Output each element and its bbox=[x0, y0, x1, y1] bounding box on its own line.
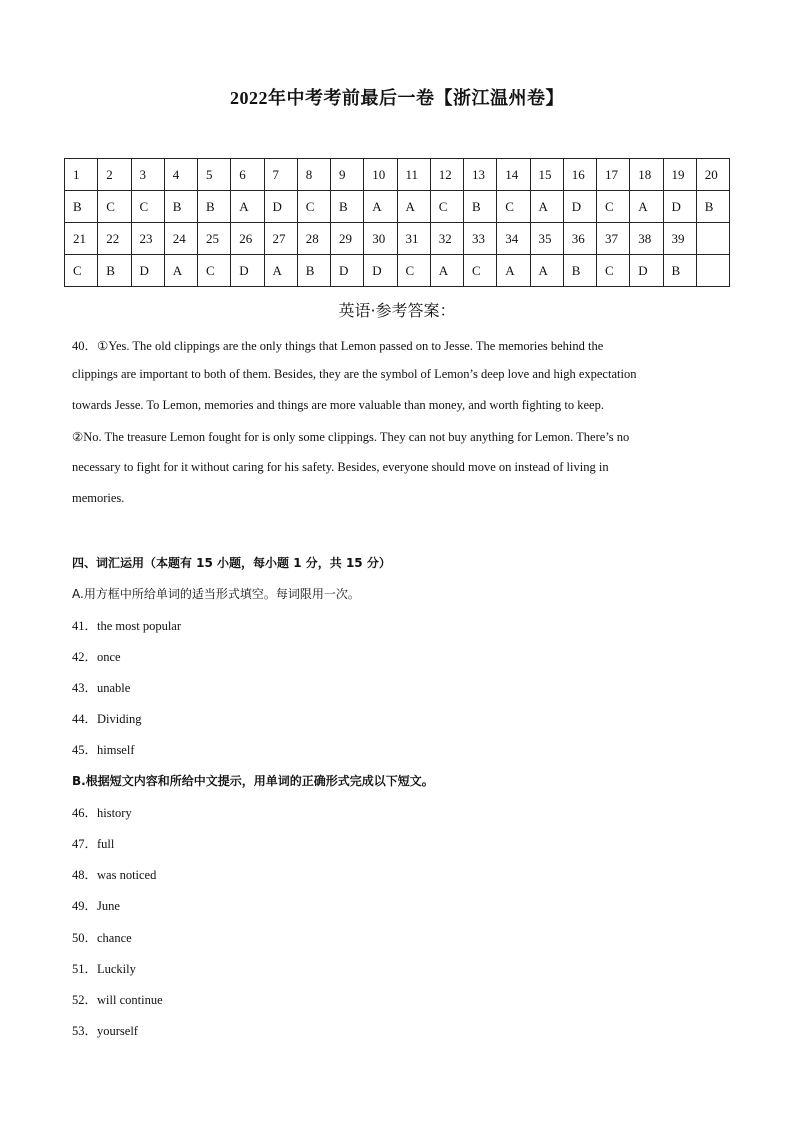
table-cell: B bbox=[663, 255, 696, 287]
table-cell: 3 bbox=[131, 159, 164, 191]
q40-line-6: memories. bbox=[72, 491, 125, 505]
table-cell: D bbox=[630, 255, 663, 287]
list-item: 46．history bbox=[72, 806, 132, 820]
list-item: 49．June bbox=[72, 899, 120, 913]
section-4-heading: 四、词汇运用（本题有 15 小题，每小题 1 分，共 15 分） bbox=[72, 556, 391, 570]
table-cell: 37 bbox=[597, 223, 630, 255]
list-item: 42．once bbox=[72, 650, 121, 664]
answer-table bbox=[64, 158, 730, 287]
table-cell: 21 bbox=[65, 223, 98, 255]
answer-heading: 英语·参考答案： bbox=[338, 301, 456, 320]
table-cell: 23 bbox=[131, 223, 164, 255]
list-item: 44．Dividing bbox=[72, 712, 142, 726]
table-cell: 27 bbox=[264, 223, 297, 255]
part-a-instruction: A.用方框中所给单词的适当形式填空。每词限用一次。 bbox=[72, 587, 360, 601]
table-cell: A bbox=[530, 255, 563, 287]
table-cell: A bbox=[630, 191, 663, 223]
list-item: 50．chance bbox=[72, 931, 132, 945]
table-cell: C bbox=[198, 255, 231, 287]
table-cell: A bbox=[530, 191, 563, 223]
table-cell: D bbox=[563, 191, 596, 223]
list-item: 47．full bbox=[72, 837, 115, 851]
table-cell: 18 bbox=[630, 159, 663, 191]
table-cell: 4 bbox=[164, 159, 197, 191]
table-cell: C bbox=[430, 191, 463, 223]
table-cell: C bbox=[98, 191, 131, 223]
table-cell: B bbox=[563, 255, 596, 287]
table-cell: 32 bbox=[430, 223, 463, 255]
list-item: 48．was noticed bbox=[72, 868, 157, 882]
table-cell: 14 bbox=[497, 159, 530, 191]
table-cell: 20 bbox=[696, 159, 729, 191]
table-cell: C bbox=[65, 255, 98, 287]
table-cell: 33 bbox=[464, 223, 497, 255]
table-cell: 16 bbox=[563, 159, 596, 191]
table-cell: 9 bbox=[331, 159, 364, 191]
table-cell: B bbox=[198, 191, 231, 223]
table-cell: D bbox=[663, 191, 696, 223]
list-item: 51．Luckily bbox=[72, 962, 136, 976]
list-item: 41．the most popular bbox=[72, 619, 182, 633]
table-cell: 30 bbox=[364, 223, 397, 255]
table-cell: A bbox=[430, 255, 463, 287]
table-cell: 35 bbox=[530, 223, 563, 255]
table-cell: B bbox=[98, 255, 131, 287]
q40-line-2: clippings are important to both of them. Besides, they are the symbol of Lemon’s deep love and high expectation bbox=[72, 367, 637, 381]
table-cell: 5 bbox=[198, 159, 231, 191]
table-cell: A bbox=[397, 191, 430, 223]
table-cell: C bbox=[497, 191, 530, 223]
table-cell: A bbox=[164, 255, 197, 287]
table-cell: D bbox=[331, 255, 364, 287]
table-cell: 8 bbox=[297, 159, 330, 191]
table-row bbox=[65, 159, 730, 191]
table-cell: 19 bbox=[663, 159, 696, 191]
table-cell: 11 bbox=[397, 159, 430, 191]
part-b-instruction: B.根据短文内容和所给中文提示，用单词的正确形式完成以下短文。 bbox=[72, 774, 434, 788]
table-cell: 6 bbox=[231, 159, 264, 191]
table-cell: 15 bbox=[530, 159, 563, 191]
q40-line-3: towards Jesse. To Lemon, memories and things are more valuable than money, and worth fighting to keep. bbox=[72, 398, 604, 412]
table-cell: C bbox=[397, 255, 430, 287]
table-cell: A bbox=[264, 255, 297, 287]
table-cell: 13 bbox=[464, 159, 497, 191]
table-cell bbox=[696, 255, 729, 287]
table-cell: 10 bbox=[364, 159, 397, 191]
table-cell: B bbox=[696, 191, 729, 223]
table-cell: A bbox=[364, 191, 397, 223]
list-item: 52．will continue bbox=[72, 993, 163, 1007]
table-cell: 7 bbox=[264, 159, 297, 191]
table-cell: 39 bbox=[663, 223, 696, 255]
table-cell: 38 bbox=[630, 223, 663, 255]
q40-line-1: 40．①Yes. The old clippings are the only things that Lemon passed on to Jesse. The memories behind the bbox=[72, 339, 604, 353]
table-cell: C bbox=[597, 255, 630, 287]
table-cell: A bbox=[497, 255, 530, 287]
table-cell: D bbox=[264, 191, 297, 223]
table-cell bbox=[696, 223, 729, 255]
table-cell: 31 bbox=[397, 223, 430, 255]
page-title: 2022年中考考前最后一卷【浙江温州卷】 bbox=[230, 88, 564, 108]
table-row bbox=[65, 223, 730, 255]
table-cell: B bbox=[297, 255, 330, 287]
table-cell: 34 bbox=[497, 223, 530, 255]
table-cell: B bbox=[164, 191, 197, 223]
table-cell: 26 bbox=[231, 223, 264, 255]
table-cell: 17 bbox=[597, 159, 630, 191]
table-cell: C bbox=[297, 191, 330, 223]
table-row bbox=[65, 191, 730, 223]
table-cell: D bbox=[131, 255, 164, 287]
table-cell: 25 bbox=[198, 223, 231, 255]
q40-line-5: necessary to fight for it without caring for his safety. Besides, everyone should move on instead of living in bbox=[72, 460, 609, 474]
table-cell: 22 bbox=[98, 223, 131, 255]
list-item: 53．yourself bbox=[72, 1024, 138, 1038]
table-cell: C bbox=[464, 255, 497, 287]
table-cell: 36 bbox=[563, 223, 596, 255]
table-cell: C bbox=[597, 191, 630, 223]
table-cell: 28 bbox=[297, 223, 330, 255]
table-row bbox=[65, 255, 730, 287]
table-cell: D bbox=[231, 255, 264, 287]
table-cell: D bbox=[364, 255, 397, 287]
table-cell: B bbox=[331, 191, 364, 223]
table-cell: 2 bbox=[98, 159, 131, 191]
table-cell: 1 bbox=[65, 159, 98, 191]
table-cell: B bbox=[65, 191, 98, 223]
table-cell: A bbox=[231, 191, 264, 223]
table-cell: 24 bbox=[164, 223, 197, 255]
table-cell: C bbox=[131, 191, 164, 223]
q40-line-4: ②No. The treasure Lemon fought for is only some clippings. They can not buy anything for Lemon. There’s no bbox=[72, 430, 630, 444]
list-item: 43．unable bbox=[72, 681, 131, 695]
table-cell: 12 bbox=[430, 159, 463, 191]
table-cell: B bbox=[464, 191, 497, 223]
list-item: 45．himself bbox=[72, 743, 135, 757]
table-cell: 29 bbox=[331, 223, 364, 255]
